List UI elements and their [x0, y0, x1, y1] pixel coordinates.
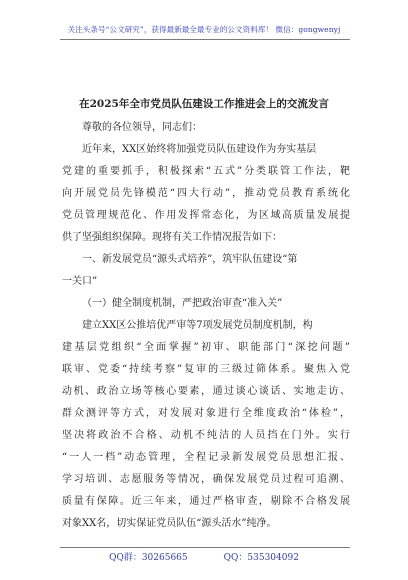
document-title: 在2025年全市党员队伍建设工作推进会上的交流发言: [79, 98, 329, 110]
paragraph-line: 联审、党委“持续考察”复审的三级过筛体系。聚焦入党: [62, 364, 350, 375]
paragraph-line: 对象XX名，切实保证党员队伍“源头活水”纯净。: [62, 518, 277, 529]
paragraph-line: 建立XX区公推培优严审等7项发展党员制度机制，构: [82, 320, 313, 331]
paragraph-line: 坚决将政治不合格、动机不纯洁的人员挡在门外。实行: [62, 430, 350, 441]
header-notice: 关注头条号“公文研究”，获得最新最全最专业的公文资料库！ 微信：gongwenyj: [67, 25, 341, 34]
qq-group-text: QQ群：30265665: [109, 553, 188, 563]
paragraph-line: 群众测评等方式，对发展对象进行全维度政治“体检”，: [62, 408, 350, 419]
paragraph-line: 质量有保障。近三年来，通过严格审查，剔除不合格发展: [62, 496, 350, 507]
paragraph-line: 学习培训、志愿服务等情况，确保发展党员过程可追溯、: [62, 474, 350, 485]
paragraph-line: 党员管理规范化、作用发挥常态化，为区域高质量发展提: [62, 210, 350, 221]
paragraph-line: 向开展党员先锋模范“四大行动”，推动党员教育系统化: [62, 188, 350, 199]
paragraph-line: 党建的重要抓手，积极探索“五式”分类联管工作法，靶: [62, 166, 350, 177]
section-heading-line: 一关口”: [62, 276, 98, 287]
section-heading-line: 一、新发展党员“源头式培养”，筑牢队伍建设“第: [82, 254, 298, 265]
qq-number-text: QQ：535304092: [223, 553, 299, 563]
footer-divider: [60, 547, 350, 548]
paragraph-line: 近年来，XX区始终将加强党员队伍建设作为夯实基层: [82, 144, 317, 155]
footer-contact: [0, 550, 408, 563]
header-divider: [60, 39, 350, 40]
salutation-line: 尊敬的各位领导，同志们：: [82, 122, 202, 133]
paragraph-line: 供了坚强组织保障。现将有关工作情况报告如下：: [62, 232, 282, 243]
subsection-heading-line: （一）健全制度机制，严把政治审查“准入关”: [82, 298, 283, 309]
paragraph-line: 动机、政治立场等核心要素，通过谈心谈话、实地走访、: [62, 386, 350, 397]
paragraph-line: 建基层党组织“全面掌握”初审、职能部门“深挖问题”: [62, 342, 350, 353]
paragraph-line: “一人一档”动态管理，全程记录新发展党员思想汇报、: [62, 452, 350, 463]
